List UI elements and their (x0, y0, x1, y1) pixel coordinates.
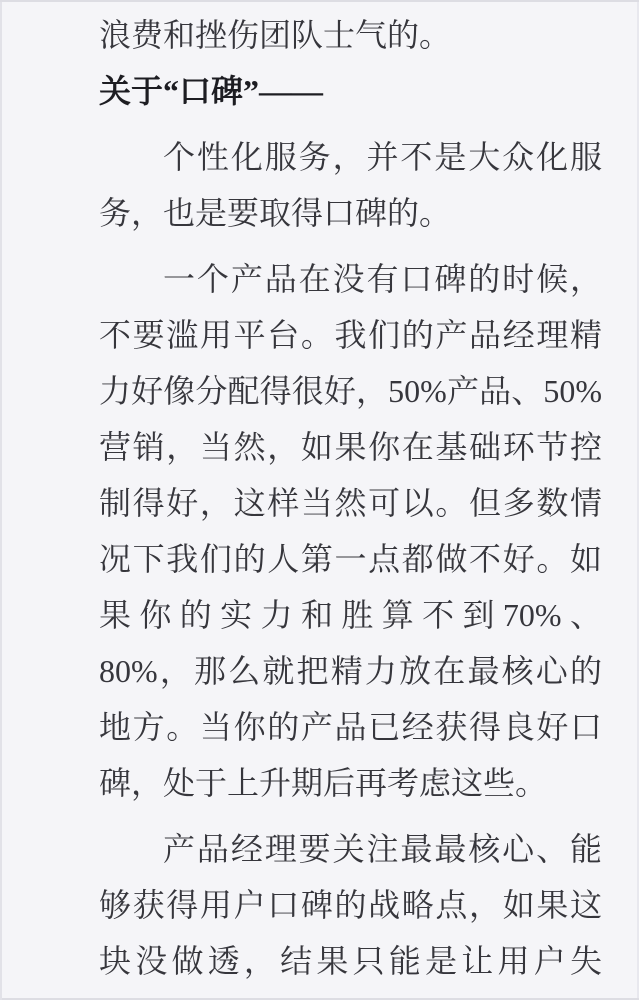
text-line: 一个产品在没有口碑的时候， (163, 261, 602, 297)
text-column (99, 7, 602, 989)
paragraph (99, 251, 602, 811)
paragraph (99, 821, 602, 989)
text-line: 营销，当然，如果你在基础环节控 (99, 429, 602, 465)
text-line: 个性化服务，并不是大众化服 (163, 139, 602, 175)
section-heading (99, 63, 602, 119)
text-line: 况下我们的人第一点都做不好。如 (99, 541, 602, 577)
text-line: 果你的实力和胜算不到70%、 (99, 597, 602, 633)
text-line: 够获得用户口碑的战略点，如果这 (99, 887, 602, 923)
text-line: 务，也是要取得口碑的。 (99, 195, 452, 231)
text-line: 力好像分配得很好，50%产品、50% (99, 373, 602, 409)
text-line: 碑，处于上升期后再考虑这些。 (99, 765, 548, 801)
text-line: 块没做透，结果只能是让用户失 (99, 943, 602, 979)
text-line: 不要滥用平台。我们的产品经理精 (99, 317, 602, 353)
text-line: 浪费和挫伤团队士气的。 (99, 17, 452, 53)
paragraph (99, 7, 602, 63)
text-line: 产品经理要关注最最核心、能 (163, 831, 602, 867)
text-line: 地方。当你的产品已经获得良好口 (99, 709, 602, 745)
text-line: 制得好，这样当然可以。但多数情 (99, 485, 602, 521)
text-line: 80%，那么就把精力放在最核心的 (99, 653, 602, 689)
text-line: 关于“口碑”—— (99, 73, 324, 109)
paragraph (99, 129, 602, 241)
